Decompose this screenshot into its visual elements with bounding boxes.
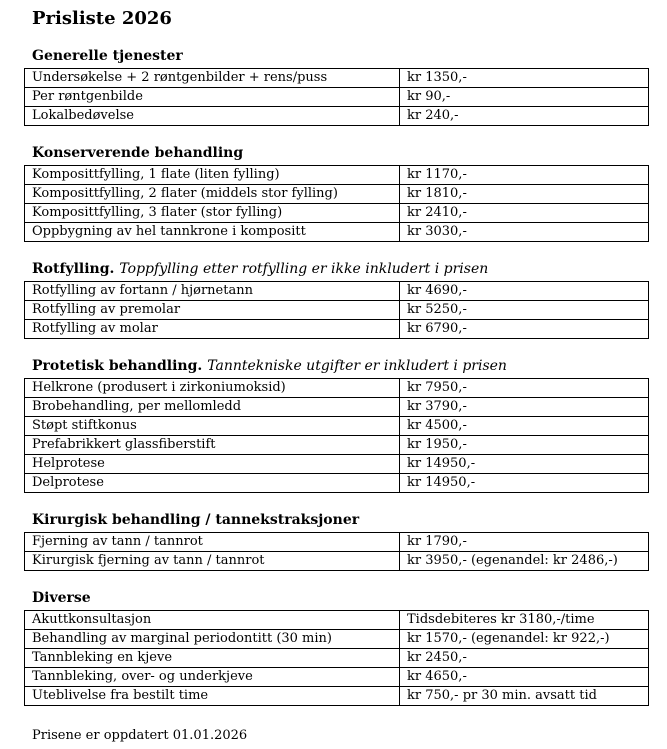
table-row	[25, 320, 649, 339]
service-cell: Rotfylling av fortann / hjørnetann	[25, 282, 400, 301]
section-heading	[32, 260, 647, 278]
price-cell: kr 750,- pr 30 min. avsatt tid	[400, 687, 649, 706]
section-heading	[32, 589, 647, 607]
service-cell: Kirurgisk fjerning av tann / tannrot	[25, 552, 400, 571]
table-row	[25, 107, 649, 126]
table-row	[25, 668, 649, 687]
section-kirurgisk-behandling	[32, 511, 647, 571]
service-cell: Tannbleking, over- og underkjeve	[25, 668, 400, 687]
table-row	[25, 282, 649, 301]
service-cell: Tannbleking en kjeve	[25, 649, 400, 668]
section-heading-text: Kirurgisk behandling / tannekstraksjoner	[32, 512, 360, 528]
table-row	[25, 301, 649, 320]
table-row	[25, 398, 649, 417]
price-cell: kr 3030,-	[400, 223, 649, 242]
service-cell: Fjerning av tann / tannrot	[25, 533, 400, 552]
price-cell: kr 4690,-	[400, 282, 649, 301]
price-cell: kr 14950,-	[400, 474, 649, 493]
price-table	[24, 532, 649, 571]
service-cell: Helkrone (produsert i zirkoniumoksid)	[25, 379, 400, 398]
price-table	[24, 68, 649, 126]
service-cell: Lokalbedøvelse	[25, 107, 400, 126]
price-cell: kr 1950,-	[400, 436, 649, 455]
table-row	[25, 88, 649, 107]
price-cell: Tidsdebiteres kr 3180,-/time	[400, 611, 649, 630]
price-cell: kr 1810,-	[400, 185, 649, 204]
service-cell: Oppbygning av hel tannkrone i kompositt	[25, 223, 400, 242]
footer-note: Prisene er oppdatert 01.01.2026	[32, 728, 248, 743]
section-heading	[32, 47, 647, 65]
section-heading-text: Rotfylling.	[32, 261, 115, 277]
section-konserverende-behandling	[32, 144, 647, 242]
price-cell: kr 3790,-	[400, 398, 649, 417]
section-heading	[32, 511, 647, 529]
table-row	[25, 185, 649, 204]
table-row	[25, 687, 649, 706]
service-cell: Brobehandling, per mellomledd	[25, 398, 400, 417]
price-cell: kr 4500,-	[400, 417, 649, 436]
page-title: Prisliste 2026	[32, 8, 172, 29]
price-cell: kr 3950,- (egenandel: kr 2486,-)	[400, 552, 649, 571]
price-cell: kr 5250,-	[400, 301, 649, 320]
table-row	[25, 630, 649, 649]
price-table	[24, 610, 649, 706]
service-cell: Støpt stiftkonus	[25, 417, 400, 436]
section-heading-note: Toppfylling etter rotfylling er ikke inkludert i prisen	[119, 261, 489, 277]
service-cell: Akuttkonsultasjon	[25, 611, 400, 630]
price-cell: kr 14950,-	[400, 455, 649, 474]
table-row	[25, 436, 649, 455]
price-cell: kr 7950,-	[400, 379, 649, 398]
section-diverse	[32, 589, 647, 706]
table-row	[25, 204, 649, 223]
service-cell: Prefabrikkert glassfiberstift	[25, 436, 400, 455]
price-cell: kr 90,-	[400, 88, 649, 107]
table-row	[25, 223, 649, 242]
price-cell: kr 1170,-	[400, 166, 649, 185]
table-row	[25, 455, 649, 474]
table-row	[25, 533, 649, 552]
table-row	[25, 611, 649, 630]
service-cell: Helprotese	[25, 455, 400, 474]
price-cell: kr 240,-	[400, 107, 649, 126]
price-cell: kr 4650,-	[400, 668, 649, 687]
service-cell: Behandling av marginal periodontitt (30 min)	[25, 630, 400, 649]
section-generelle-tjenester	[32, 47, 647, 126]
price-cell: kr 2450,-	[400, 649, 649, 668]
price-cell: kr 1350,-	[400, 69, 649, 88]
service-cell: Komposittfylling, 2 flater (middels stor fylling)	[25, 185, 400, 204]
table-row	[25, 649, 649, 668]
table-row	[25, 379, 649, 398]
service-cell: Rotfylling av premolar	[25, 301, 400, 320]
price-cell: kr 2410,-	[400, 204, 649, 223]
section-heading-text: Konserverende behandling	[32, 145, 244, 161]
service-cell: Komposittfylling, 1 flate (liten fylling)	[25, 166, 400, 185]
service-cell: Rotfylling av molar	[25, 320, 400, 339]
price-table	[24, 378, 649, 493]
section-heading-note: Tanntekniske utgifter er inkludert i prisen	[207, 358, 507, 374]
service-cell: Uteblivelse fra bestilt time	[25, 687, 400, 706]
service-cell: Komposittfylling, 3 flater (stor fylling)	[25, 204, 400, 223]
price-cell: kr 6790,-	[400, 320, 649, 339]
section-protetisk-behandling	[32, 357, 647, 493]
price-table	[24, 281, 649, 339]
section-heading-text: Generelle tjenester	[32, 48, 183, 64]
section-heading	[32, 357, 647, 375]
price-cell: kr 1790,-	[400, 533, 649, 552]
service-cell: Per røntgenbilde	[25, 88, 400, 107]
section-heading-text: Diverse	[32, 590, 91, 606]
table-row	[25, 417, 649, 436]
table-row	[25, 166, 649, 185]
table-row	[25, 552, 649, 571]
service-cell: Delprotese	[25, 474, 400, 493]
section-heading-text: Protetisk behandling.	[32, 358, 203, 374]
price-table	[24, 165, 649, 242]
table-row	[25, 69, 649, 88]
section-rotfylling	[32, 260, 647, 339]
table-row	[25, 474, 649, 493]
section-heading	[32, 144, 647, 162]
price-cell: kr 1570,- (egenandel: kr 922,-)	[400, 630, 649, 649]
service-cell: Undersøkelse + 2 røntgenbilder + rens/puss	[25, 69, 400, 88]
